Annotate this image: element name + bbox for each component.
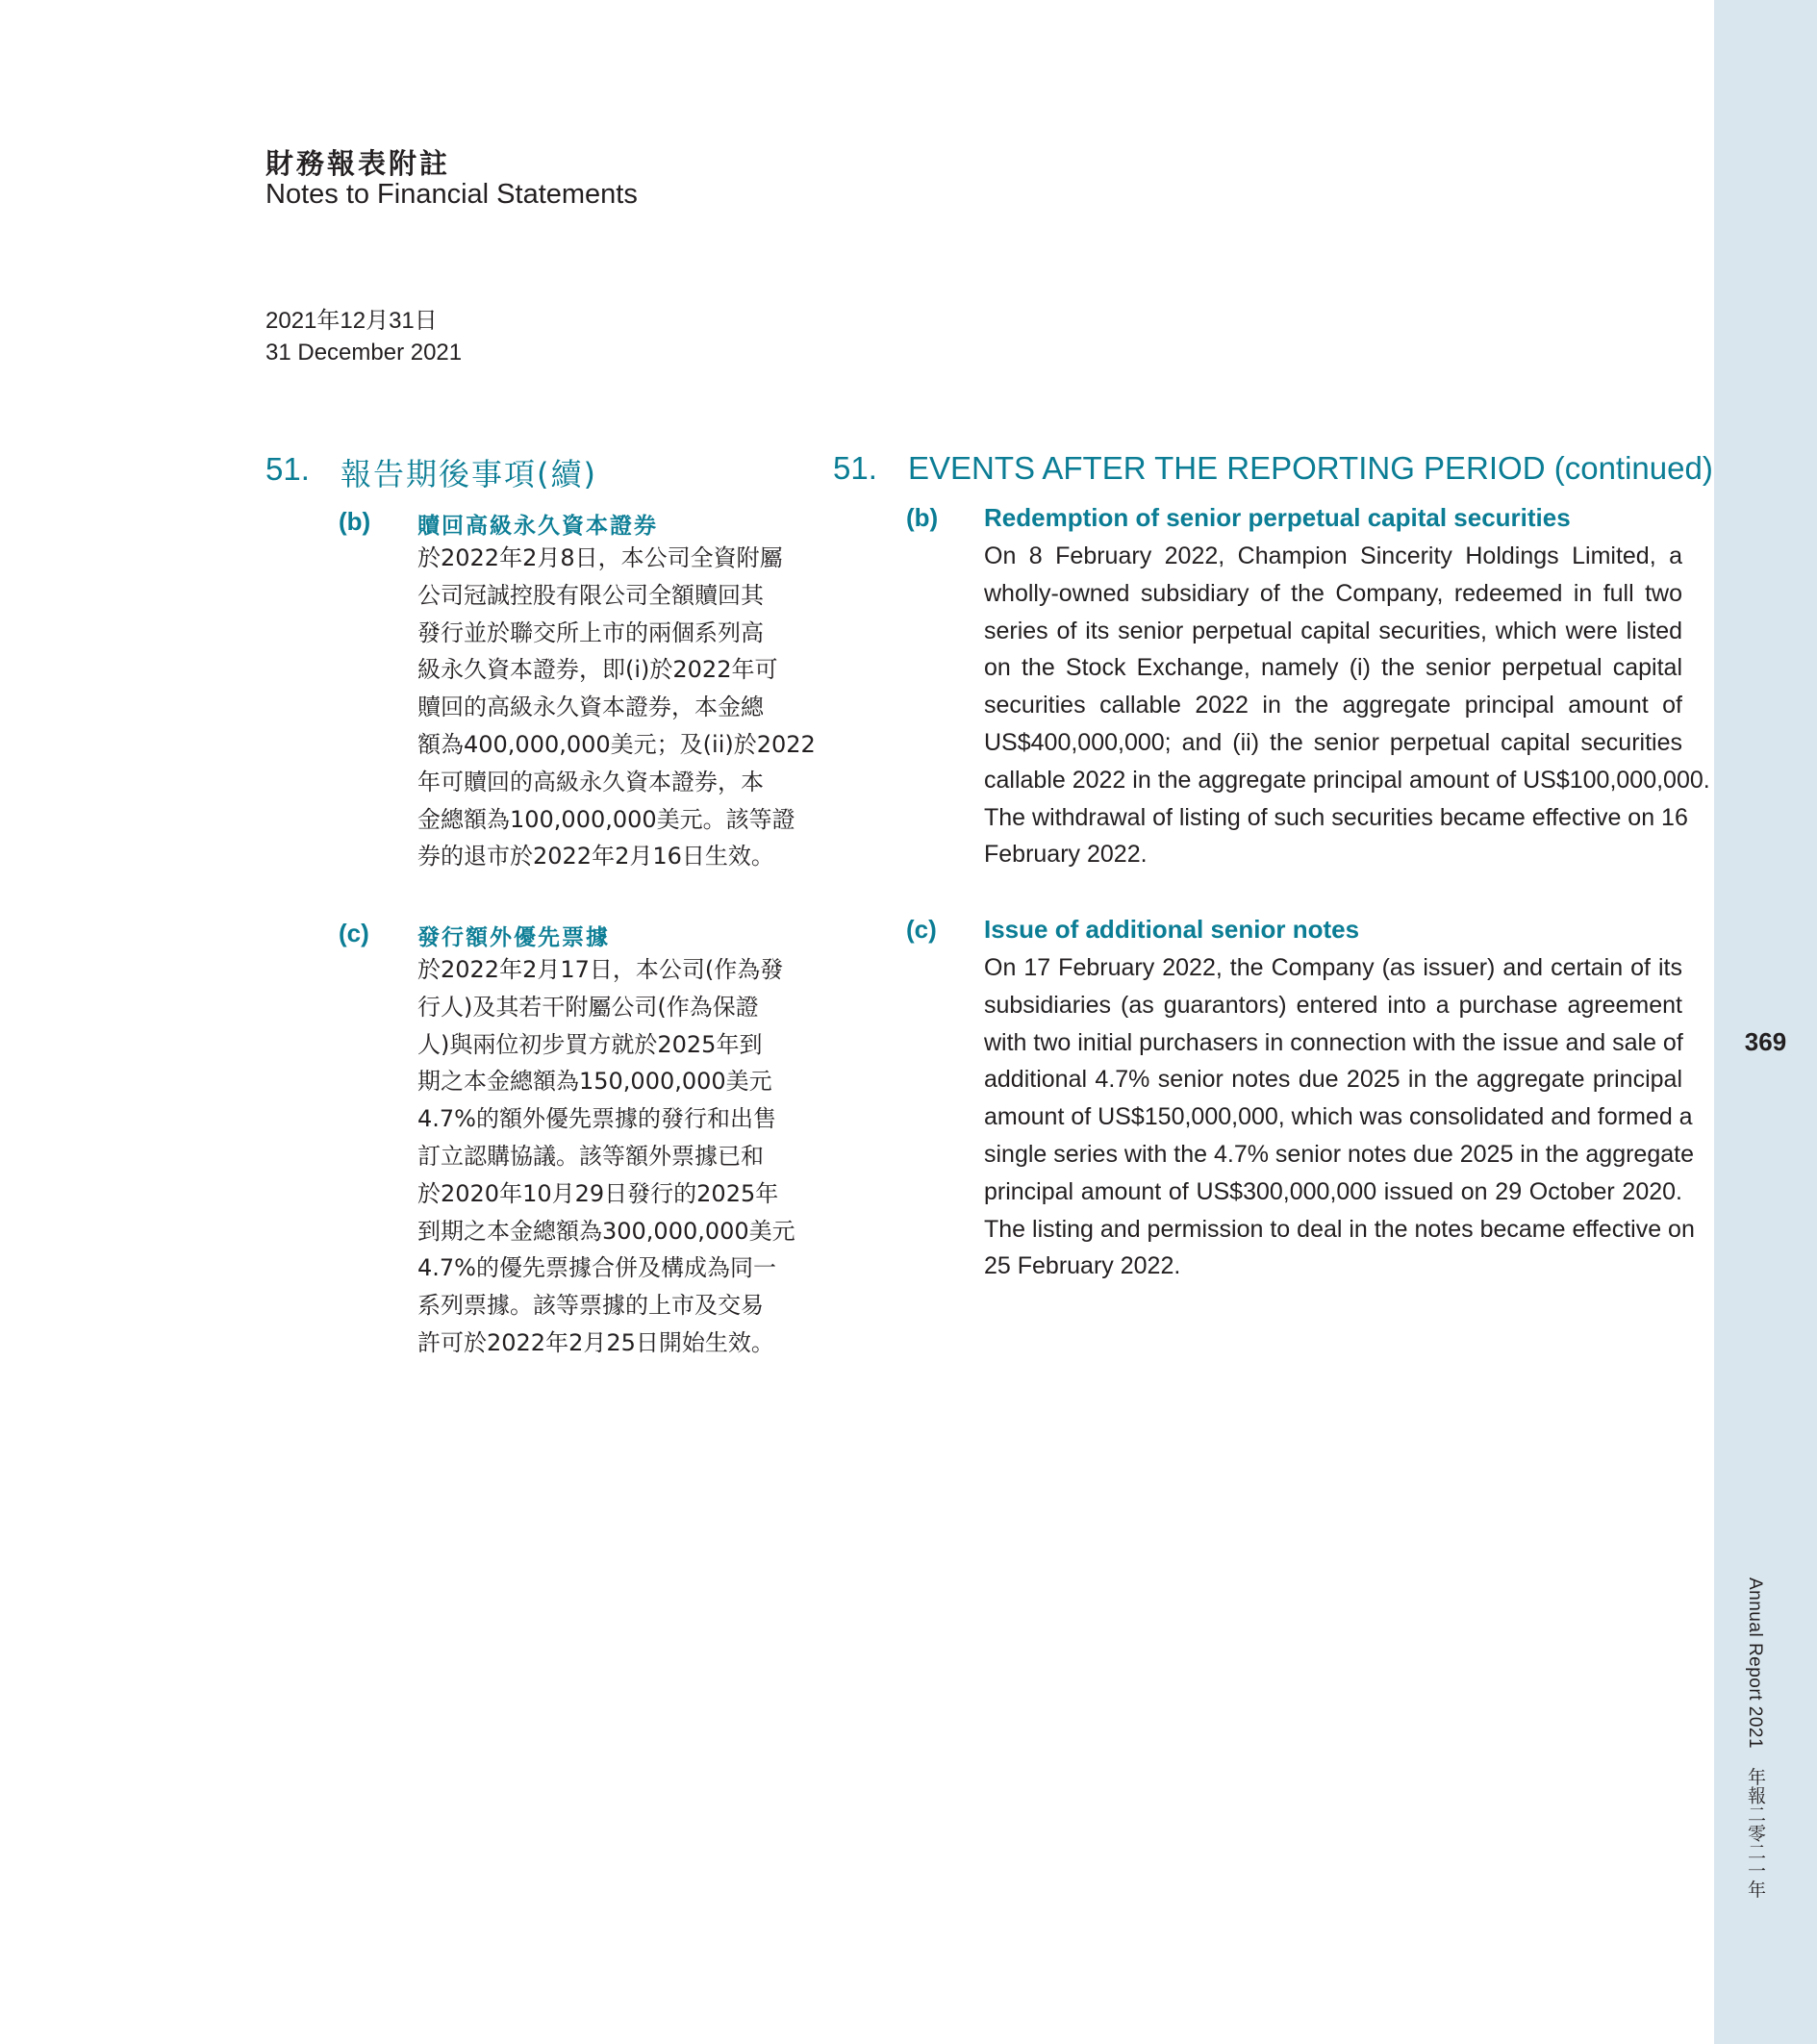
text-line: 於2022年2月8日，本公司全資附屬 (417, 544, 783, 571)
item-b-body-zh (417, 540, 816, 875)
text-line: February 2022. (984, 841, 1148, 869)
text-line: series of its senior perpetual capital securities, which were listed (984, 617, 1682, 644)
text-line: The withdrawal of listing of such securities became effective on 16 (984, 803, 1688, 831)
text-line: subsidiaries (as guarantors) entered into a purchase agreement (984, 991, 1682, 1019)
text-line: on the Stock Exchange, namely (i) the senior perpetual capital (984, 654, 1682, 682)
item-c-label-en: (c) (906, 915, 937, 944)
item-b-label-zh: (b) (339, 507, 371, 536)
text-line: 額為400,000,000美元；及(ii)於2022 (417, 730, 816, 758)
text-line: 級永久資本證券，即(i)於2022年可 (417, 656, 778, 684)
text-line: securities callable 2022 in the aggregate principal amount of (984, 692, 1682, 719)
text-line: 人)與兩位初步買方就於2025年到 (417, 1030, 763, 1058)
text-line: 年可贖回的高級永久資本證券，本 (417, 768, 764, 795)
text-line: 期之本金總額為150,000,000美元 (417, 1068, 772, 1096)
page-number: 369 (1744, 1027, 1787, 1056)
section-number-zh: 51. (265, 451, 310, 487)
item-c-title-zh: 發行額外優先票據 (417, 925, 610, 950)
text-line: 行人)及其若干附屬公司(作為保證 (417, 993, 759, 1021)
item-b-title-zh: 贖回高級永久資本證券 (417, 514, 658, 539)
text-line: principal amount of US$300,000,000 issued on 29 October 2020. (984, 1177, 1682, 1205)
text-line: 許可於2022年2月25日開始生效。 (417, 1328, 774, 1356)
text-line: 於2022年2月17日，本公司(作為發 (417, 956, 784, 983)
text-line: single series with the 4.7% senior notes due 2025 in the aggregate (984, 1140, 1694, 1168)
text-line: 訂立認購協議。該等額外票據已和 (417, 1142, 764, 1170)
date-zh: 2021年12月31日 (265, 308, 438, 334)
text-line: US$400,000,000; and (ii) the senior perpetual capital securities (984, 728, 1682, 756)
text-line: 公司冠誠控股有限公司全額贖回其 (417, 581, 764, 609)
item-b-title-en: Redemption of senior perpetual capital securities (984, 503, 1571, 532)
text-line: 發行並於聯交所上市的兩個系列高 (417, 618, 764, 646)
date-en: 31 December 2021 (265, 340, 463, 366)
item-c-body-zh (417, 951, 795, 1362)
section-title-zh: 報告期後事項(續) (341, 456, 597, 492)
text-line: wholly-owned subsidiary of the Company, redeemed in full two (984, 579, 1682, 607)
text-line: 系列票據。該等票據的上市及交易 (417, 1292, 764, 1320)
section-title-en: EVENTS AFTER THE REPORTING PERIOD (continued) (908, 450, 1713, 486)
item-c-body-en (984, 949, 1695, 1285)
text-line: 25 February 2022. (984, 1252, 1181, 1280)
text-line: callable 2022 in the aggregate principal amount of US$100,000,000. (984, 766, 1710, 794)
text-line: The listing and permission to deal in the notes became effective on (984, 1215, 1695, 1243)
report-title: Annual Report 2021 年報二零二一年 (1745, 1577, 1765, 1900)
text-line: 金總額為100,000,000美元。該等證 (417, 805, 795, 833)
page-title-zh: 財務報表附註 (265, 147, 451, 180)
item-c-title-en: Issue of additional senior notes (984, 915, 1360, 944)
text-line: 4.7%的額外優先票據的發行和出售 (417, 1105, 776, 1133)
section-number-en: 51. (833, 450, 877, 486)
item-c-label-zh: (c) (339, 919, 369, 947)
text-line: amount of US$150,000,000, which was consolidated and formed a (984, 1103, 1693, 1131)
text-line: with two initial purchasers in connection with the issue and sale of (984, 1028, 1683, 1056)
text-line: On 8 February 2022, Champion Sincerity Holdings Limited, a (984, 543, 1682, 569)
text-line: 於2020年10月29日發行的2025年 (417, 1179, 779, 1207)
text-line: 到期之本金總額為300,000,000美元 (417, 1217, 795, 1245)
item-b-label-en: (b) (906, 503, 939, 532)
text-line: On 17 February 2022, the Company (as issuer) and certain of its (984, 954, 1682, 981)
text-line: 4.7%的優先票據合併及構成為同一 (417, 1254, 776, 1282)
text-line: 贖回的高級永久資本證券，本金總 (417, 694, 764, 721)
text-line: 券的退市於2022年2月16日生效。 (417, 843, 774, 871)
item-b-body-en (984, 538, 1710, 873)
text-line: additional 4.7% senior notes due 2025 in the aggregate principal (984, 1066, 1682, 1094)
page-title-en: Notes to Financial Statements (265, 179, 638, 210)
